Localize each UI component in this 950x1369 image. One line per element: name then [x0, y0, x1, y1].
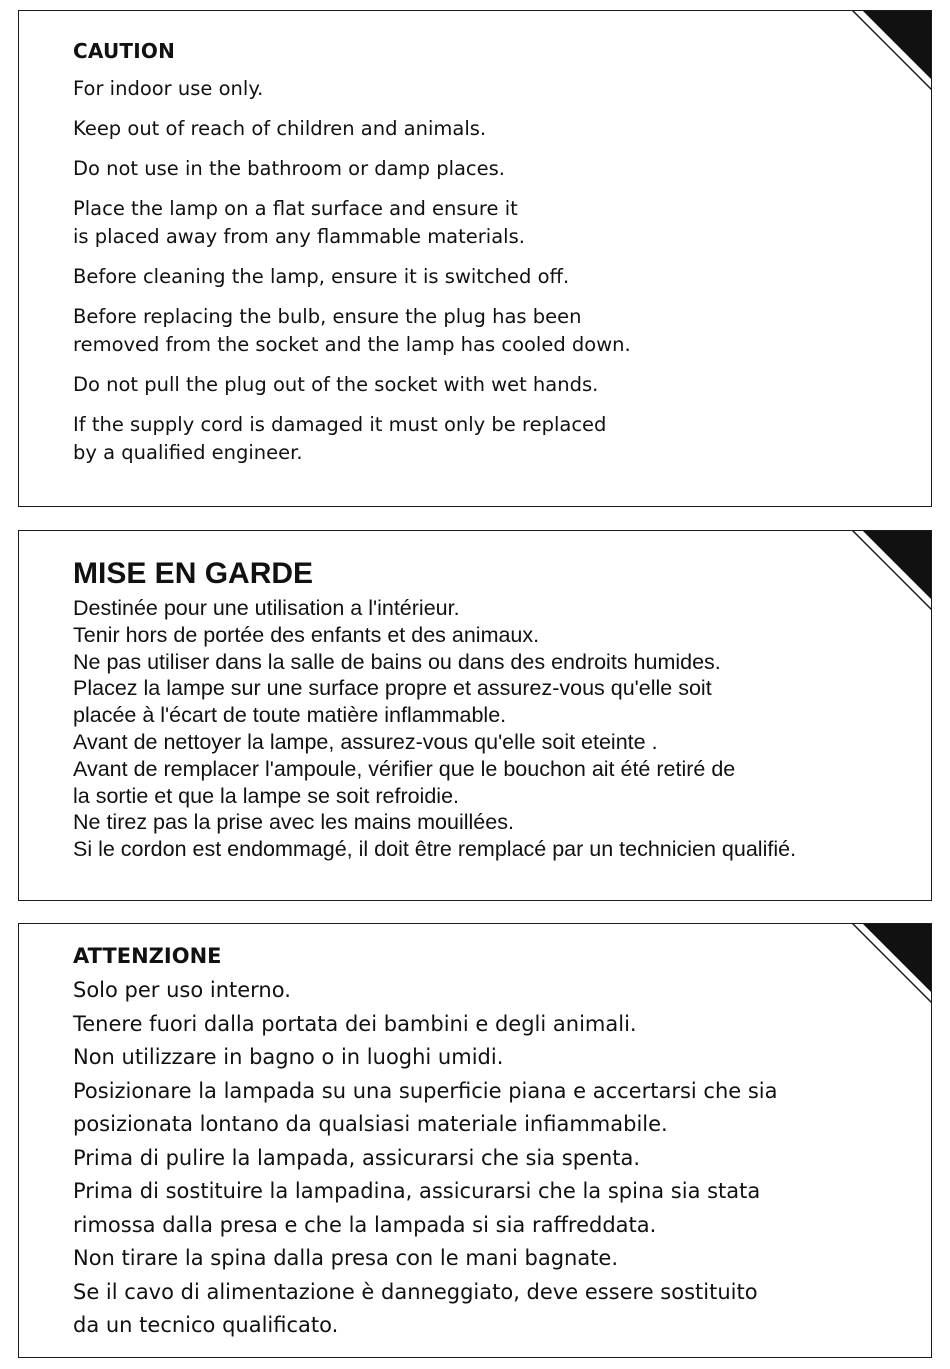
- caution-panel-french: [18, 530, 932, 901]
- instruction-line: Destinée pour une utilisation a l'intérieur.: [73, 596, 460, 620]
- instruction-line: Ne pas utiliser dans la salle de bains ou dans des endroits humides.: [73, 649, 721, 674]
- instruction-line: Non utilizzare in bagno o in luoghi umidi.: [73, 1045, 504, 1069]
- instruction-line: Do not use in the bathroom or damp places.: [73, 157, 506, 180]
- instruction-line: Do not pull the plug out of the socket with wet hands.: [73, 373, 599, 396]
- instruction-line: Placez la lampe sur une surface propre et assurez-vous qu'elle soit placée à l'écart de toute matière inflammable.: [73, 676, 712, 728]
- caution-text-italian: [73, 941, 891, 1343]
- instruction-line: Keep out of reach of children and animals.: [73, 117, 487, 140]
- instruction-line: Si le cordon est endommagé, il doit être remplacé par un technicien qualifié.: [73, 837, 797, 862]
- instruction-line: Before cleaning the lamp, ensure it is switched off.: [73, 265, 570, 288]
- instruction-line: Place the lamp on a flat surface and ensure it is placed away from any flammable materials.: [73, 197, 525, 248]
- instruction-line: If the supply cord is damaged it must only be replaced by a qualified engineer.: [73, 413, 607, 464]
- caution-text-english: [73, 39, 891, 479]
- instruction-line: Tenir hors de portée des enfants et des animaux.: [73, 622, 540, 647]
- instruction-line: Avant de nettoyer la lampe, assurez-vous qu'elle soit eteinte .: [73, 729, 658, 754]
- heading-mise-en-garde: MISE EN GARDE: [73, 557, 314, 590]
- caution-text-french: [73, 557, 891, 863]
- instruction-line: For indoor use only.: [73, 77, 264, 100]
- caution-panel-italian: [18, 923, 932, 1358]
- instruction-line: Avant de remplacer l'ampoule, vérifier que le bouchon ait été retiré de la sortie et que la lampe se soit refroidie.: [73, 756, 736, 808]
- instruction-line: Se il cavo di alimentazione è danneggiato, deve essere sostituito da un tecnico qualificato.: [73, 1279, 758, 1337]
- instruction-line: Prima di pulire la lampada, assicurarsi che sia spenta.: [73, 1145, 641, 1170]
- caution-panel-english: [18, 10, 932, 507]
- instruction-line: Non tirare la spina dalla presa con le mani bagnate.: [73, 1246, 619, 1270]
- instruction-line: Tenere fuori dalla portata dei bambini e degli animali.: [73, 1011, 637, 1036]
- instruction-line: Ne tirez pas la prise avec les mains mouillées.: [73, 810, 514, 835]
- instruction-line: Before replacing the bulb, ensure the plug has been removed from the socket and the lamp has cooled down.: [73, 305, 631, 356]
- heading-attenzione: ATTENZIONE: [73, 944, 222, 968]
- instruction-line: Solo per uso interno.: [73, 978, 291, 1002]
- heading-caution: CAUTION: [73, 39, 176, 63]
- instruction-line: Posizionare la lampada su una superficie piana e accertarsi che sia posizionata lontano da qualsiasi materiale infiammabile.: [73, 1078, 778, 1136]
- instruction-line: Prima di sostituire la lampadina, assicurarsi che la spina sia stata rimossa dalla presa e che la lampada si sia raffreddata.: [73, 1179, 761, 1237]
